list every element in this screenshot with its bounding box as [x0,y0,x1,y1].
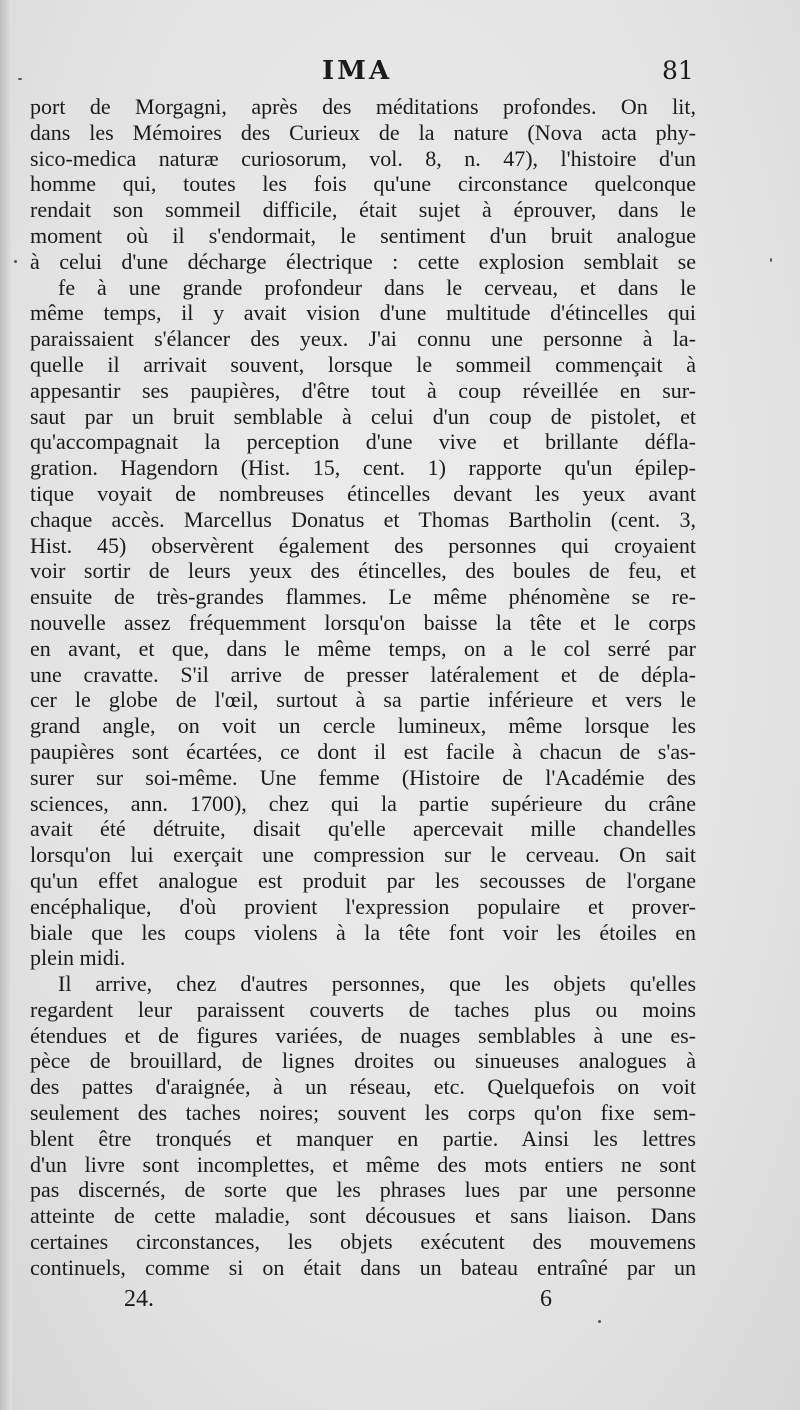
text-line: regardent leur paraissent couverts de taches plus ou moins [30,996,696,1022]
text-line: pas discernés, de sorte que les phrases lues par une personne [30,1177,696,1203]
text-line: pèce de brouillard, de lignes droites ou sinueuses analogues à [30,1048,696,1074]
text-line: même temps, il y avait vision d'une multitude d'étincelles qui [30,300,696,326]
running-head: IMA [322,56,393,86]
ink-speck [18,78,22,80]
text-line: paupières sont écartées, ce dont il est facile à chacun de s'as- [30,738,696,764]
text-line: port de Morgagni, après des méditations profondes. On lit, [30,94,696,119]
text-line: voir sortir de leurs yeux des étincelles, des boules de feu, et [30,558,696,584]
text-line: dans les Mémoires des Curieux de la nature (Nova acta phy- [30,119,696,145]
text-line: qu'un effet analogue est produit par les secousses de l'organe [30,867,696,893]
text-line: lorsqu'on lui exerçait une compression sur le cerveau. On sait [30,842,696,868]
text-line: qu'accompagnait la perception d'une vive et brillante défla- [30,429,696,455]
text-line: d'un livre sont incomplettes, et même des mots entiers ne sont [30,1151,696,1177]
text-line: seulement des taches noires; souvent les corps qu'on fixe sem- [30,1100,696,1126]
text-line: ensuite de très-grandes flammes. Le même phénomène se re- [30,584,696,610]
text-line: blent être tronqués et manquer en partie. Ainsi les lettres [30,1125,696,1151]
ink-speck [770,258,772,262]
text-line: biale que les coups violens à la tête font voir les étoiles en [30,919,696,945]
text-line: homme qui, toutes les fois qu'une circonstance quelconque [30,171,696,197]
text-line: sciences, ann. 1700), chez qui la partie supérieure du crâne [30,790,696,816]
text-line: quelle il arrivait souvent, lorsque le sommeil commençait à [30,351,696,377]
text-line: encéphalique, d'où provient l'expression populaire et prover- [30,893,696,919]
text-line: nouvelle assez fréquemment lorsqu'on baisse la tête et le corps [30,609,696,635]
body-text [30,94,696,1281]
ink-speck [598,1320,601,1323]
signature-mark: 24. [124,1286,154,1312]
page-gutter-shadow [0,0,12,1410]
text-line: Il arrive, chez d'autres personnes, que les objets qu'elles [58,971,696,997]
page-footer [0,1286,800,1326]
text-line: paraissaient s'élancer des yeux. J'ai connu une personne à la- [30,326,696,352]
text-line: saut par un bruit semblable à celui d'un coup de pistolet, et [30,403,696,429]
text-line: avait été détruite, disait qu'elle apercevait mille chandelles [30,816,696,842]
text-line: étendues et de figures variées, de nuages semblables à une es- [30,1022,696,1048]
text-line: surer sur soi-même. Une femme (Histoire de l'Académie des [30,764,696,790]
text-line: sico-medica naturæ curiosorum, vol. 8, n. 47), l'histoire d'un [30,145,696,171]
text-line: chaque accès. Marcellus Donatus et Thomas Bartholin (cent. 3, [30,506,696,532]
text-line: tique voyait de nombreuses étincelles devant les yeux avant [30,480,696,506]
text-line: fe à une grande profondeur dans le cerveau, et dans le [58,274,696,300]
text-line: Hist. 45) observèrent également des personnes qui croyaient [30,532,696,558]
signature-number: 6 [540,1286,552,1312]
text-line: grand angle, on voit un cercle lumineux, même lorsque les [30,713,696,739]
text-line: rendait son sommeil difficile, était sujet à éprouver, dans le [30,197,696,223]
text-line: appesantir ses paupières, d'être tout à coup réveillée en sur- [30,377,696,403]
text-line: en avant, et que, dans le même temps, on a le col serré par [30,635,696,661]
text-line: cer le globe de l'œil, surtout à sa partie inférieure et vers le [30,687,696,713]
text-line: des pattes d'araignée, à un réseau, etc. Quelquefois on voit [30,1074,696,1100]
text-line: certaines circonstances, les objets exécutent des mouvemens [30,1229,696,1255]
text-line: à celui d'une décharge électrique : cette explosion semblait se [30,248,696,274]
text-line: continuels, comme si on était dans un bateau entraîné par un [30,1254,696,1280]
ink-speck [14,260,17,263]
text-line: moment où il s'endormait, le sentiment d'un bruit analogue [30,222,696,248]
text-line: atteinte de cette maladie, sont décousues et sans liaison. Dans [30,1203,696,1229]
page-header [0,52,800,92]
page-number: 81 [662,56,694,85]
text-line: une cravatte. S'il arrive de presser latéralement et de dépla- [30,661,696,687]
text-line: gration. Hagendorn (Hist. 15, cent. 1) rapporte qu'un épilep- [30,455,696,481]
text-line: plein midi. [30,945,126,971]
